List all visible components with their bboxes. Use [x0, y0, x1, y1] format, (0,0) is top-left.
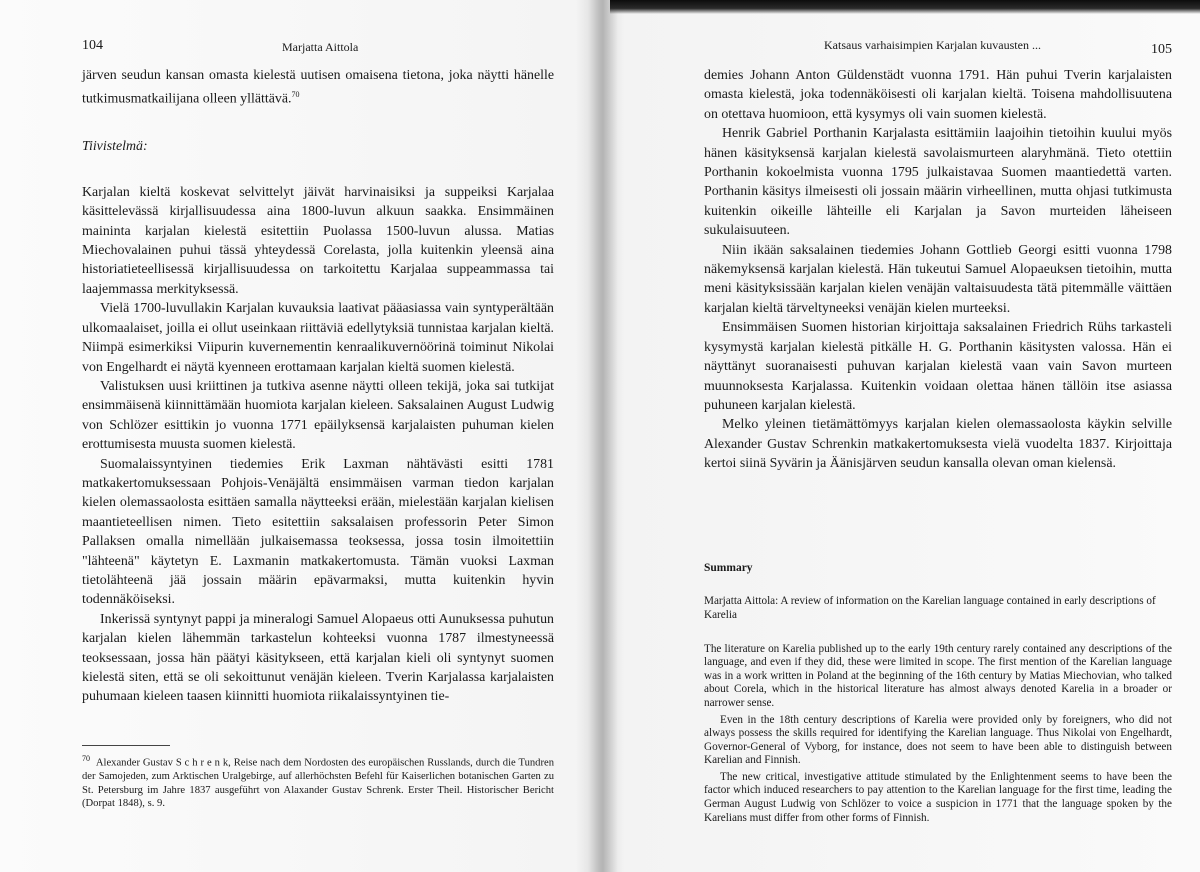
right-page	[600, 0, 1200, 872]
left-paragraph: Vielä 1700-luvullakin Karjalan kuvauksia laativat pääasiassa vain syntyperältään ulkomaalaiset, joilla ei ollut useinkaan riittäviä edellytyksiä tunnistaa karjalan kieltä. Niimpä esimerkiksi Viipurin kuvernementin kenraalikuvernöörinä toiminut Nikolai von Engelhardt ei näytä kyenneen erottamaan karjalan kieltä suomen kielestä.	[82, 301, 554, 375]
footnote-number: 70	[82, 753, 90, 763]
right-running-title: Katsaus varhaisimpien Karjalan kuvausten ...	[824, 38, 1041, 52]
summary-paragraph: Even in the 18th century descriptions of Karelia were provided only by foreigners, who did not always possess the skills required for identifying the Karelian language. Thus Nikolai von Engelhardt, Governor-General of Vyborg, for instance, does not seem to have been able to distinguish between Karelian and Finnish.	[704, 713, 1172, 767]
left-running-head	[82, 36, 554, 66]
note-ref: 70	[291, 90, 300, 100]
left-paragraph: Suomalaissyntyinen tiedemies Erik Laxman nähtävästi esitti 1781 matkakertomuksessaan Pohjois-Venäjältä ensimmäisen varman tiedon karjalan kielen olemassaolosta esittäen samalla näytteeksi erään, mielestään karjalan kielisen maantieteellisen nimen. Tieto esitettiin saksalaisen professorin Peter Simon Pallaksen omalla nimellään julkaisemassa teoksessa, jossa tosin ilmoitettiin "lähteenä" käytetyn E. Laxmanin matkakertomusta. Tämän vuoksi Laxman tietolähteenä jää jossain määrin epävarmaksi, mutta kuitenkin hyvin todennäköiseksi.	[82, 456, 554, 608]
left-opening-paragraph	[82, 66, 554, 109]
right-running-head	[704, 36, 1172, 66]
summary-paragraph: The literature on Karelia published up to the early 19th century rarely contained any descriptions of the language, and even if they did, these were limited in scope. The first mention of the Karelian language was in a work written in Poland at the beginning of the 16th century by Matias Miechovian, who talked about Corela, which in the historical literature has almost always denoted Karelia in a broader or narrower sense.	[704, 642, 1172, 709]
right-page-number: 105	[1151, 42, 1172, 57]
summary-body	[704, 643, 1172, 826]
right-body	[704, 66, 1172, 474]
left-paragraph: Inkerissä syntynyt pappi ja mineralogi Samuel Alopaeus otti Aunuksessa puhutun karjalan kielen lähemmän tarkastelun kohteeksi vuonna 1787 ilmestyneessä teoksessaan, jossa hän päätyi käsitykseen, että karjalan kieli oli syntynyt suomen kielestä siten, että se oli sekoittunut venäjän kieleen. Tverin Karjalassa karjalaisten puhumaan kieleen taasen kiinnitti huomiota riikalaissyntyinen tie-	[82, 611, 554, 705]
summary-heading: Summary	[704, 561, 753, 574]
right-paragraph: demies Johann Anton Güldenstädt vuonna 1791. Hän puhui Tverin karjalaisten omasta kielestä, joka todennäköisesti oli karjalan kieltä. Toisena mahdollisuutena on otettava huomioon, että kysymys oli vain suomen kielestä.	[704, 68, 1172, 122]
footnote-rule	[82, 745, 170, 746]
summary-paragraph: The new critical, investigative attitude stimulated by the Enlightenment seems to have been the factor which induced researchers to pay attention to the Karelian language for the first time, leading the German August Ludwig von Schlözer to voice a suspicion in 1771 that the language spoken by the Karelians must differ from other forms of Finnish.	[704, 770, 1172, 824]
left-opening-text: järven seudun kansan omasta kielestä uutisen omaisena tietona, joka näytti hänelle tutkimusmatkailijana olleen yllättävä.	[82, 68, 554, 108]
footnote	[82, 752, 554, 811]
summary-subtitle: Marjatta Aittola: A review of information on the Karelian language contained in early descriptions of Karelia	[704, 594, 1156, 622]
left-page-number: 104	[82, 38, 103, 53]
right-paragraph: Melko yleinen tietämättömyys karjalan kielen olemassaolosta käykin selville Alexander Gustav Schrenkin matkakertomuksesta vielä vuodelta 1837. Kirjoittaja kertoi siinä Syvärin ja Äänisjärven seudun kansalla olevan oman kielensä.	[704, 417, 1172, 472]
right-paragraph: Henrik Gabriel Porthanin Karjalasta esittämiin laajoihin tietoihin kuului myös hänen käsityksensä karjalan kielestä savolaismurteen alaryhmänä. Tieto otettiin Porthanin kokoelmista vuonna 1795 julkaistavaa Suomen maantiedettä varten. Porthanin käsitys ilmeisesti oli jossain määrin virheellinen, mutta ohjasi tutkimusta kuitenkin oikeille lähteille eli Karjalan ja Savon murteiden läheiseen sukulaisuuteen.	[704, 126, 1172, 239]
right-paragraph: Ensimmäisen Suomen historian kirjoittaja saksalainen Friedrich Rühs tarkasteli kysymystä karjalan kielestä pitkälle H. G. Porthanin käsitysten valossa. Hän ei näyttänyt suoranaisesti puhuvan karjalan kielestä vaan vain Savon murteen muunnoksesta Karjalassa. Kuitenkin voidaan olettaa hänen tällöin itse asiassa puhuneen karjalan kielestä.	[704, 320, 1172, 413]
left-body	[82, 66, 554, 707]
footnote-text: Alexander Gustav S c h r e n k, Reise nach dem Nordosten des europäischen Russlands, durch die Tundren der Samojeden, zum Arktischen Uralgebirge, auf allerhöchsten Befehl für Kaiserlichen botanischen Garten zu St. Petersburg im Jahre 1837 ausgeführt von Alaxander Gustav Schrenk. Erster Theil. Historischer Bericht (Dorpat 1848), s. 9.	[82, 757, 554, 810]
left-paragraph: Karjalan kieltä koskevat selvittelyt jäivät harvinaisiksi ja suppeiksi Karjalaa käsittelevässä kirjallisuudessa aina 1800-luvun alkuun saakka. Ensimmäinen maininta karjalan kielestä esitettiin Puolassa 1500-luvun alussa. Matias Miechovalainen puhui tässä yhteydessä Corelasta, jolla kuitenkin yleensä aina historiatieteellisessä kirjallisuudessa on tarkoitettu Karjalaa suppeammassa tai laajemmassa merkityksessä.	[82, 184, 554, 297]
left-paragraph: Valistuksen uusi kriittinen ja tutkiva asenne näytti olleen tekijä, joka sai tutkijat ensimmäisenä kiinnittämään huomiota karjalan kieleen. Saksalainen August Ludwig von Schlözer esittikin jo vuonna 1771 epäilyksensä karjalaisten puhuman kielen erottumisesta muusta suomen kielestä.	[82, 378, 554, 453]
left-running-title: Marjatta Aittola	[282, 40, 359, 54]
section-heading: Tiivistelmä:	[82, 139, 148, 155]
right-paragraph: Niin ikään saksalainen tiedemies Johann Gottlieb Georgi esitti vuonna 1798 näkemyksensä karjalan kielestä. Hän tukeutui Samuel Alopaeuksen tietoihin, mutta meni käsityksissään karjalan kielen venäjän valtaisuudesta tätä pitemmälle väittäen karjalan kieltä tärveltyneeksi venäjän kielen murteeksi.	[704, 242, 1172, 316]
